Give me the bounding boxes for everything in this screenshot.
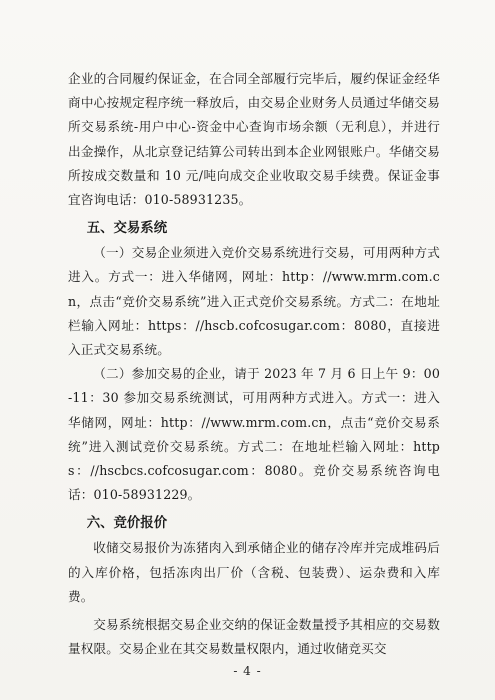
paragraph-trading-permission: 交易系统根据交易企业交纳的保证金数量授予其相应的交易数量权限。交易企业在其交易数量权限内，通过收储竞买交 [68,617,440,657]
paragraph-margin-deposit: 企业的合同履约保证金，在合同全部履行完毕后，履约保证金经华商中心按规定程序统一释放后，由交易企业财务人员通过华储交易所交易系统-用户中心-资金中心查询市场余额（无利息），并进行出金操作，从北京登记结算公司转出到本企业网银账户。华储交易所按成交数量和 10 元/吨向成交企业收取交易手续费。保证金事宜咨询电话：010-58931235。 [68,71,440,208]
page-number: - 4 - [233,664,262,678]
section-heading-trading-system: 五、交易系统 [86,221,168,237]
paragraph-quote-definition: 收储交易报价为冻猪肉入到承储企业的储存冷库并完成堆码后的入库价格，包括冻肉出厂价（含税、包装费）、运杂费和入库费。 [68,540,440,604]
paragraph-formal-system-access: （一）交易企业须进入竞价交易系统进行交易，可用两种方式进入。方式一：进入华储网，网址：http：//www.mrm.com.cn，点击“竞价交易系统”进入正式竞价交易系统。方式二：在地址栏输入网址：https：//hscb.cofcosugar.com：8080，直接进入正式交易系统。 [68,245,440,358]
document-body [68,67,440,661]
section-heading-bidding-quote: 六、竞价报价 [86,516,168,532]
paragraph-test-system-access: （二）参加交易的企业，请于 2023 年 7 月 6 日上午 9：00-11：30 参加交易系统测试，可用两种方式进入。方式一：进入华储网，网址：http：//www.mrm.com.cn，点击“竞价交易系统”进入测试竞价交易系统。方式二：在地址栏输入网址：https：//hscbcs.cofcosugar.com：8080。竞价交易系统咨询电话：010-58931229。 [68,366,440,503]
